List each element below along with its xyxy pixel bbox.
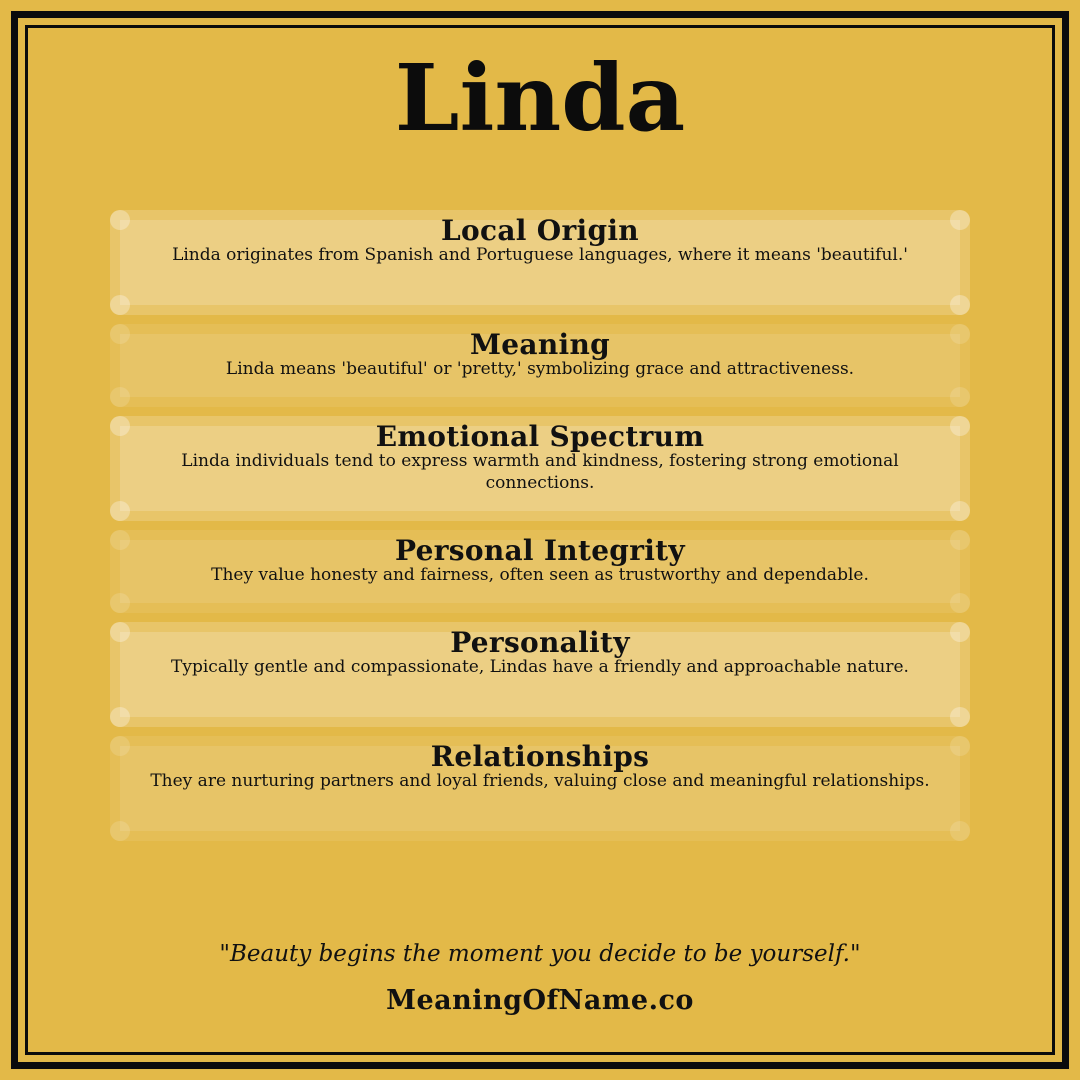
page-title: Linda	[394, 44, 686, 152]
section-card-meaning	[110, 324, 970, 407]
section-card-personality	[110, 622, 970, 727]
corner-dot-icon	[950, 387, 970, 407]
card-content	[110, 530, 970, 586]
corner-dot-icon	[110, 593, 130, 613]
section-heading: Emotional Spectrum	[375, 420, 705, 453]
section-text: Linda means 'beautiful' or 'pretty,' symbolizing grace and attractiveness.	[225, 359, 855, 379]
quote-text: "Beauty begins the moment you decide to be yourself."	[219, 941, 861, 967]
site-name: MeaningOfName.co	[386, 985, 694, 1016]
corner-dot-icon	[950, 501, 970, 521]
section-text: Linda individuals tend to express warmth and kindness, fostering strong emotional connections.	[181, 451, 899, 493]
section-card-relationships	[110, 736, 970, 841]
section-heading: Relationships	[430, 740, 650, 773]
corner-dot-icon	[110, 707, 130, 727]
section-heading: Personal Integrity	[395, 534, 685, 567]
card-content	[110, 736, 970, 792]
section-heading: Personality	[450, 626, 630, 659]
corner-dot-icon	[950, 707, 970, 727]
section-heading: Meaning	[470, 328, 610, 361]
corner-dot-icon	[950, 821, 970, 841]
section-card-emotional-spectrum	[110, 416, 970, 521]
section-text: They value honesty and fairness, often seen as trustworthy and dependable.	[211, 565, 869, 585]
card-content	[110, 622, 970, 678]
card-content	[110, 324, 970, 380]
corner-dot-icon	[950, 295, 970, 315]
section-heading: Local Origin	[441, 214, 639, 247]
card-content	[110, 210, 970, 266]
corner-dot-icon	[110, 387, 130, 407]
section-text: Typically gentle and compassionate, Lindas have a friendly and approachable nature.	[171, 657, 909, 677]
card-content	[110, 416, 970, 494]
corner-dot-icon	[110, 821, 130, 841]
corner-dot-icon	[950, 593, 970, 613]
section-text: Linda originates from Spanish and Portuguese languages, where it means 'beautiful.'	[172, 245, 908, 265]
corner-dot-icon	[110, 295, 130, 315]
corner-dot-icon	[110, 501, 130, 521]
section-text: They are nurturing partners and loyal friends, valuing close and meaningful relationships.	[150, 771, 930, 791]
section-card-personal-integrity	[110, 530, 970, 613]
section-card-local-origin	[110, 210, 970, 315]
